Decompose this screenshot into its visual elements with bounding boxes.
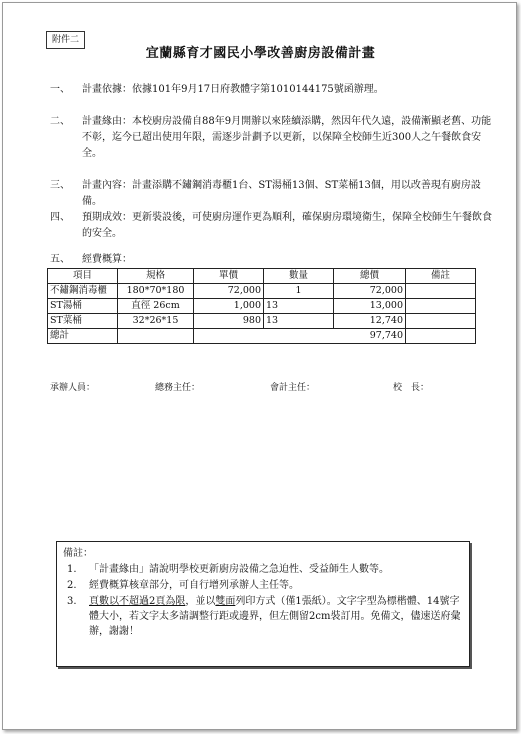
signature-accounting: 會計主任： <box>270 383 316 393</box>
table-row <box>48 314 476 329</box>
signature-line <box>50 380 490 394</box>
document-title: 宜蘭縣育才國民小學改善廚房設備計畫 <box>145 46 376 61</box>
cell-unit-price: 980 <box>194 314 264 329</box>
cell-item: ST菜桶 <box>48 314 118 329</box>
note-emphasis: 雙面 <box>215 596 236 607</box>
section-text: 計畫緣由：本校廚房設備自88年9月開辦以來陸續添購，然因年代久遠，設備漸顯老舊、功能不彰，迄今已超出使用年限，需逐步計劃予以更新，以保障全校師生近300人之午餐飲食安全。 <box>82 116 492 159</box>
note-number: 3. <box>67 596 77 607</box>
note-text <box>89 594 461 639</box>
table-row <box>48 284 476 299</box>
header-spec: 規格 <box>118 269 194 284</box>
signature-principal: 校 長： <box>393 383 430 393</box>
note-emphasis: 頁數以不超過2頁為限 <box>89 596 186 607</box>
table-row <box>48 299 476 314</box>
note-text-part: ，並以 <box>185 596 216 607</box>
cell-quantity: 13 <box>264 299 334 314</box>
cell-remarks <box>406 314 476 329</box>
note-number: 1. <box>67 564 77 575</box>
cell-unit-price: 1,000 <box>194 299 264 314</box>
cell-total-label: 總計 <box>48 329 118 344</box>
header-unit-price: 單價 <box>194 269 264 284</box>
budget-table <box>47 268 476 344</box>
note-text: 經費概算核章部分，可自行增列承辦人主任等。 <box>89 580 299 591</box>
cell-quantity: 1 <box>264 284 334 299</box>
header-total-price: 總價 <box>334 269 406 284</box>
cell-empty <box>118 329 194 344</box>
cell-spec: 180*70*180 <box>118 284 194 299</box>
signature-handler: 承辦人員： <box>50 383 96 393</box>
cell-spec: 直徑 26cm <box>118 299 194 314</box>
cell-remarks <box>406 284 476 299</box>
section-text: 計畫內容：計畫添購不鏽鋼消毒櫃1台、ST湯桶13個、ST菜桶13個，用以改善現有廚房設備。 <box>82 180 481 207</box>
notes-title: 備註： <box>63 548 93 559</box>
section-number: 三、 <box>50 180 70 191</box>
attachment-tag: 附件二 <box>46 31 85 49</box>
cell-item: ST湯桶 <box>48 299 118 314</box>
cell-spec: 32*26*15 <box>118 314 194 329</box>
cell-quantity: 13 <box>264 314 334 329</box>
section-text: 計畫依據：依據101年9月17日府教體字第1010144175號函辦理。 <box>82 84 384 95</box>
cell-unit-price: 72,000 <box>194 284 264 299</box>
section-number: 五、 <box>50 254 70 265</box>
cell-empty <box>406 329 476 344</box>
section-number: 一、 <box>50 84 70 95</box>
header-remarks: 備註 <box>406 269 476 284</box>
cell-total-price: 72,000 <box>334 284 406 299</box>
cell-total-price: 12,740 <box>334 314 406 329</box>
cell-total-price: 13,000 <box>334 299 406 314</box>
note-text: 「計畫緣由」請說明學校更新廚房設備之急迫性、受益師生人數等。 <box>89 564 389 575</box>
table-header-row <box>48 269 476 284</box>
cell-remarks <box>406 299 476 314</box>
cell-item: 不鏽鋼消毒櫃 <box>48 284 118 299</box>
header-quantity: 數量 <box>264 269 334 284</box>
table-total-row <box>48 329 476 344</box>
note-text-part: 列印方式（僅1張紙）。文字字型為標楷體、14號字體大小，若文字太多請調整行距或邊界，但左側留2cm裝訂用。免備文，儘速送府彙辦，謝謝！ <box>89 596 461 637</box>
section-number: 二、 <box>50 116 70 127</box>
notes-box <box>56 541 470 667</box>
header-item: 項目 <box>48 269 118 284</box>
note-number: 2. <box>67 580 77 591</box>
section-text: 預期成效：更新裝設後，可使廚房運作更為順利，確保廚房環境衛生，保障全校師生午餐飲食的安全。 <box>82 212 492 239</box>
section-text: 經費概算： <box>82 254 132 265</box>
signature-general-affairs: 總務主任： <box>155 383 201 393</box>
section-number: 四、 <box>50 212 70 223</box>
cell-total-value: 97,740 <box>194 329 406 344</box>
